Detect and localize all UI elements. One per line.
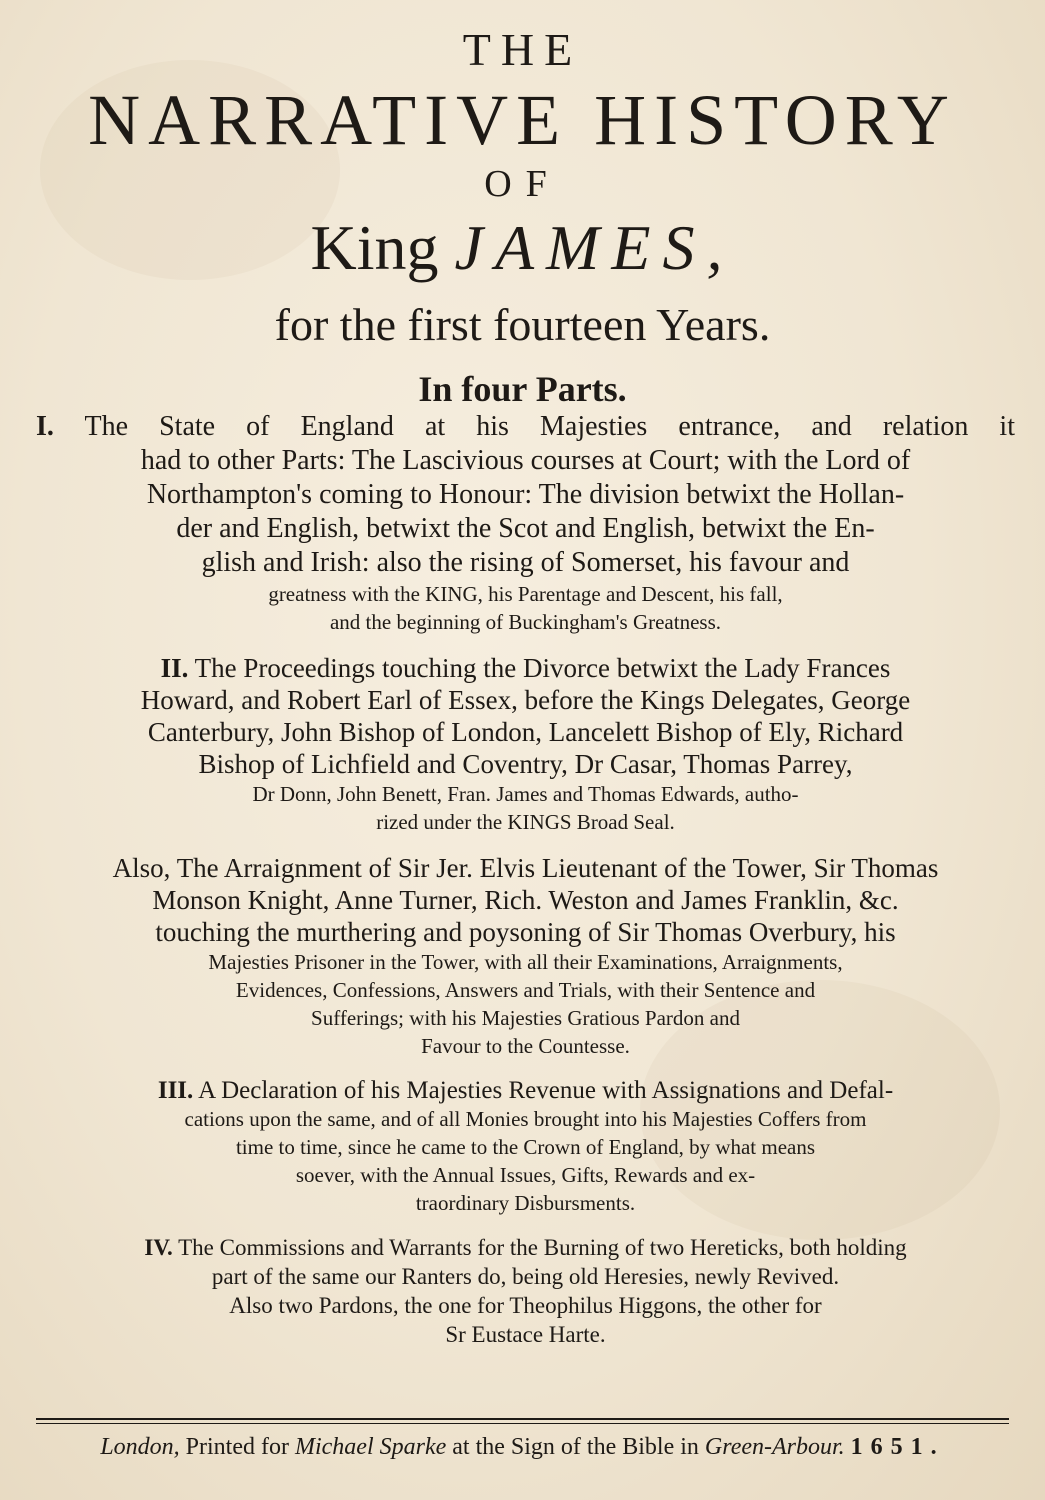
imprint-street: Green-Arbour.	[704, 1434, 845, 1460]
part-4	[36, 1233, 1015, 1349]
part-4-line-2: part of the same our Ranters do, being old Heresies, newly Revived.	[211, 1264, 840, 1289]
part-2-line-4: Bishop of Lichfield and Coventry, Dr Casar, Thomas Parrey,	[198, 749, 853, 779]
imprint-year: 1651.	[850, 1434, 945, 1460]
part-1-line-3: Northampton's coming to Honour: The division betwixt the Hollan-	[146, 479, 905, 510]
imprint-printer: Michael Sparke	[294, 1434, 447, 1460]
imprint-sign: at the Sign of the Bible in	[452, 1434, 699, 1460]
part-4-line-3: Also two Pardons, the one for Theophilus Higgons, the other for	[229, 1293, 822, 1318]
part-3-line-4: soever, with the Annual Issues, Gifts, Rewards and ex-	[295, 1163, 756, 1187]
part-1-line-7: and the beginning of Buckingham's Greatness.	[329, 610, 722, 634]
part-2-line-2: Howard, and Robert Earl of Essex, before the Kings Delegates, George	[140, 685, 911, 715]
part-4-line	[36, 1233, 1015, 1262]
title-block	[0, 22, 1045, 418]
contents	[36, 410, 1015, 1349]
title-four-parts: In four Parts.	[418, 369, 627, 409]
also-line-7: Favour to the Countesse.	[421, 1034, 630, 1058]
imprint-rule	[36, 1418, 1009, 1424]
part-4-line-1: The Commissions and Warrants for the Burning of two Hereticks, both holding	[178, 1235, 907, 1260]
part-1-line-4: der and English, betwixt the Scot and English, betwixt the En-	[176, 513, 875, 544]
part-2-line-6: rized under the KINGS Broad Seal.	[376, 810, 675, 834]
part-2-line	[36, 652, 1015, 684]
title-king-james	[0, 206, 1045, 290]
part-1-line	[36, 410, 1015, 444]
part-3-line-3: time to time, since he came to the Crown of England, by what means	[235, 1135, 816, 1159]
title-king-name: JAMES,	[454, 212, 735, 283]
also-line-6: Sufferings; with his Majesties Gratious Pardon and	[311, 1006, 740, 1030]
title-the: THE	[462, 24, 583, 75]
part-1-line-6: greatness with the KING, his Parentage and Descent, his fall,	[268, 582, 783, 606]
also-line-2: Monson Knight, Anne Turner, Rich. Weston and James Franklin, &c.	[152, 885, 899, 915]
part-3-line	[36, 1076, 1015, 1105]
imprint-place: London,	[100, 1434, 180, 1460]
title-king-prefix: King	[310, 212, 439, 283]
part-2-line-5: Dr Donn, John Benett, Fran. James and Thomas Edwards, autho-	[252, 782, 799, 806]
part-1-line-1: The State of England at his Majesties entrance, and relation it	[84, 411, 1015, 442]
part-2-numeral: II.	[160, 653, 189, 683]
part-4-numeral: IV.	[144, 1235, 173, 1260]
also-line-3: touching the murthering and poysoning of Sir Thomas Overbury, his	[155, 917, 896, 947]
also-line-5: Evidences, Confessions, Answers and Trials, with their Sentence and	[235, 978, 816, 1002]
part-1-line-5: glish and Irish: also the rising of Somerset, his favour and	[201, 547, 850, 578]
part-1-numeral: I.	[36, 411, 54, 442]
part-2	[36, 652, 1015, 836]
part-3-line-5: traordinary Disbursments.	[415, 1191, 636, 1215]
part-3-line-2: cations upon the same, and of all Monies brought into his Majesties Coffers from	[184, 1107, 867, 1131]
part-2-line-1: The Proceedings touching the Divorce betwixt the Lady Frances	[194, 653, 891, 683]
part-1-line-2: had to other Parts: The Lascivious courses at Court; with the Lord of	[140, 445, 911, 476]
imprint	[0, 1432, 1045, 1462]
also-line-4: Majesties Prisoner in the Tower, with all their Examinations, Arraignments,	[208, 950, 843, 974]
title-first-years: for the first fourteen Years.	[274, 299, 771, 350]
also-line-1: Also, The Arraignment of Sir Jer. Elvis Lieutenant of the Tower, Sir Thomas	[112, 853, 939, 883]
part-4-line-4: Sr Eustace Harte.	[445, 1322, 606, 1347]
part-3	[36, 1076, 1015, 1217]
part-2-line-3: Canterbury, John Bishop of London, Lancelett Bishop of Ely, Richard	[147, 717, 904, 747]
title-of: OF	[484, 163, 561, 205]
title-narrative-history: NARRATIVE HISTORY	[88, 80, 957, 160]
imprint-printed-for: Printed for	[185, 1434, 289, 1460]
also-arraignment	[36, 852, 1015, 1060]
part-3-line-1: A Declaration of his Majesties Revenue with Assignations and Defal-	[198, 1077, 894, 1104]
part-1	[36, 410, 1015, 636]
part-3-numeral: III.	[157, 1077, 194, 1104]
